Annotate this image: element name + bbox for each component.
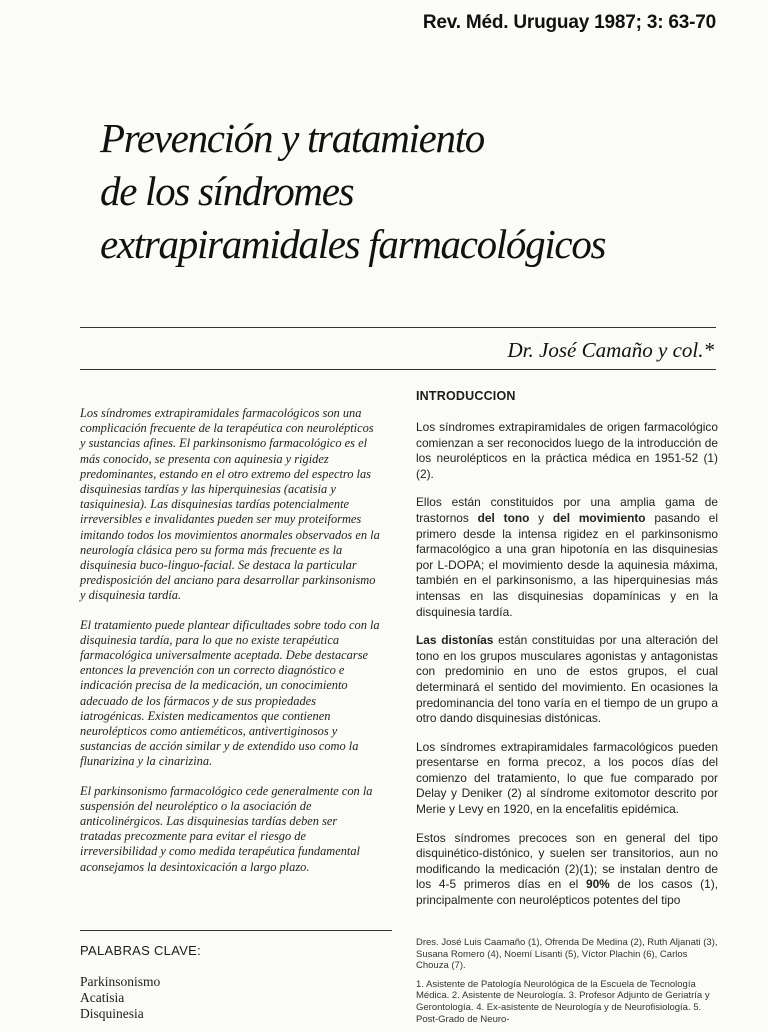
body-paragraph: Los síndromes extrapiramidales farmacológicos pueden presentarse en forma precoz, a los pocos días del comienzo del tratamiento, lo que fue comparado por Delay y Deniker (2) al síndrome exitomotor descrito por Merie y Levy en 1920, en la encefalitis epidémica. [416, 739, 718, 817]
abstract-paragraph: El tratamiento puede plantear dificultades sobre todo con la disquinesia tardía, para lo que no existe terapéutica farmacológica universalmente aceptada. Debe destacarse entonces la prevención con un correcto diagnóstico e indicación precisa de la medicación, un conocimiento adecuado de los fármacos y de sus propiedades iatrogénicas. Existen medicamentos que contienen neurolépticos como antieméticos, antivertiginosos y sustancias de acción similar y de extendido uso como la flunarizina y la cinarizina. [80, 617, 380, 769]
body-paragraph [416, 495, 718, 620]
keyword-item: Disquinesia [80, 1006, 144, 1021]
bold-term: Las distonías [416, 633, 494, 648]
keywords-list [80, 974, 160, 1022]
body-text: Ellos están constituidos por una amplia gama de trastornos [416, 495, 718, 525]
bold-term: 90% [585, 877, 610, 892]
body-text: y [529, 510, 553, 525]
divider-top [80, 327, 716, 328]
abstract-paragraph: Los síndromes extrapiramidales farmacológicos son una complicación frecuente de la terapéutica con neurolépticos y sustancias afines. El parkinsonismo farmacológico es el más conocido, se presenta con aquinesia y rigidez predominantes, estando en el otro extremo del espectro las disquinesias tardías y las hiperquinesias (acatisia y tasiquinesia). Las disquinesias tardías potencialmente irreversibles e invalidantes pueden ser muy proteiformes imitando todos los movimientos anormales observados en la neurología clásica pero su forma más frecuente es la disquinesia buco-linguo-facial. Se destaca la particular predisposición del anciano para desarrollar parkinsonismo y disquinesia tardía. [80, 406, 380, 603]
title-line: extrapiramidales farmacológicos [100, 221, 606, 267]
divider-bottom [80, 369, 716, 370]
body-text: de los casos (1), principalmente con neurolépticos potentes del tipo [416, 877, 718, 908]
body-column [416, 420, 718, 909]
body-text: están constituidas por una alteración del tono en los grupos musculares agonistas y antagonistas con predominio en uno de estos grupos, el cual determinará el sentido del movimiento. En ocasiones la predominancia del tono varía en el tiempo de un grupo a otro dando disquinesias distónicas. [416, 633, 718, 726]
abstract-paragraph: El parkinsonismo farmacológico cede generalmente con la suspensión del neuroléptico o la asociación de anticolinérgicos. Las disquinesias tardías deben ser tratadas precozmente para evitar el riesgo de irreversibilidad y como medida terapéutica fundamental aconsejamos la desintoxicación a largo plazo. [80, 783, 373, 874]
body-paragraph [416, 633, 718, 727]
body-text: pasando el primero desde la intensa rigidez en el parkinsonismo farmacológico a una gran hipotonía en las disquinesias por L-DOPA; el movimiento desde la aquinesia máxima, también en el parkinsonismo, a las hiperquinesias más intensas en las disquinesias dopamínicas y en la disquinesia tardía. [416, 510, 718, 619]
footnote-authors: Dres. José Luis Caamaño (1), Ofrenda De Medina (2), Ruth Aljanati (3), Susana Romero (4), Noemí Lisanti (5), Víctor Plachin (6), Carlos Chouza (7). [416, 937, 718, 972]
bold-term: del tono [477, 510, 530, 525]
body-paragraph: Los síndromes extrapiramidales de origen farmacológico comienzan a ser reconocidos luego de la introducción de los neurolépticos en la práctica médica en 1951-52 (1)(2). [416, 420, 718, 481]
keyword-item: Parkinsonismo [80, 974, 161, 989]
body-paragraph [416, 831, 718, 909]
title-line: Prevención y tratamiento [100, 115, 484, 161]
abstract [80, 406, 380, 889]
keywords-divider [80, 930, 392, 931]
section-heading-introduccion: INTRODUCCION [416, 389, 516, 403]
article-title [100, 112, 740, 271]
keywords-heading: PALABRAS CLAVE: [80, 943, 202, 958]
title-line: de los síndromes [100, 168, 354, 214]
journal-reference: Rev. Méd. Uruguay 1987; 3: 63-70 [422, 12, 716, 33]
footnote-affiliations: 1. Asistente de Patología Neurológica de la Escuela de Tecnología Médica. 2. Asistente de Neurología. 3. Profesor Adjunto de Geriatría y Gerontología. 4. Ex-asistente de Neurología y de Neurofisiología. 5. Post-Grado de Neuro- [416, 978, 710, 1025]
author-line: Dr. José Camaño y col.* [507, 338, 714, 362]
footnotes [416, 937, 718, 1032]
keyword-item: Acatisia [80, 990, 125, 1005]
body-text: Estos síndromes precoces son en general del tipo disquinético-distónico, y suelen ser transitorios, aun no modificando la medicación (2)(1); se instalan dentro de los 4-5 primeros días en el [416, 830, 718, 892]
bold-term: del movimiento [552, 510, 646, 525]
